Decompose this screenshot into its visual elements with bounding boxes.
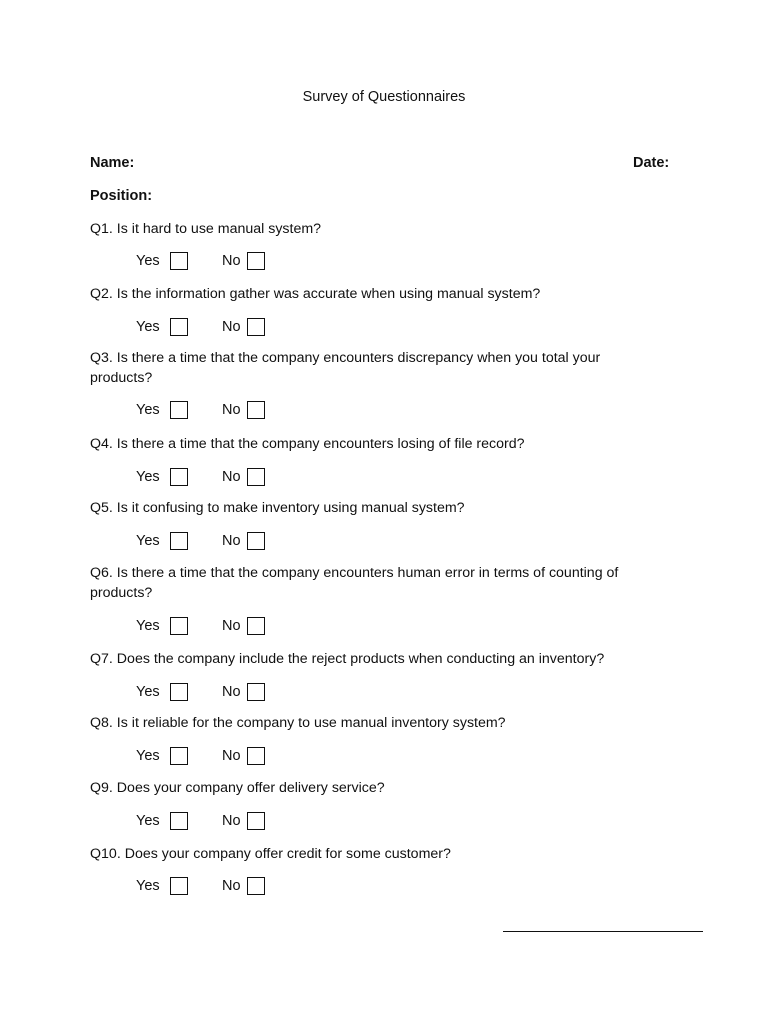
question-2: Q2. Is the information gather was accurate when using manual system? <box>90 286 541 302</box>
yes-checkbox[interactable] <box>170 877 188 895</box>
no-checkbox[interactable] <box>247 252 265 270</box>
no-checkbox[interactable] <box>247 812 265 830</box>
question-1: Q1. Is it hard to use manual system? <box>90 221 322 237</box>
answer-row-6 <box>136 615 265 637</box>
question-9: Q9. Does your company offer delivery service? <box>90 780 385 796</box>
no-checkbox[interactable] <box>247 318 265 336</box>
yes-checkbox[interactable] <box>170 252 188 270</box>
answer-row-8 <box>136 745 265 767</box>
yes-label: Yes <box>136 253 160 269</box>
no-label: No <box>222 533 241 549</box>
yes-label: Yes <box>136 402 160 418</box>
answer-row-3 <box>136 399 265 421</box>
no-label: No <box>222 813 241 829</box>
name-label: Name: <box>90 155 135 171</box>
no-checkbox[interactable] <box>247 532 265 550</box>
no-checkbox[interactable] <box>247 617 265 635</box>
no-checkbox[interactable] <box>247 747 265 765</box>
signature-line <box>503 931 703 932</box>
yes-label: Yes <box>136 469 160 485</box>
no-checkbox[interactable] <box>247 877 265 895</box>
question-7: Q7. Does the company include the reject products when conducting an inventory? <box>90 651 605 667</box>
yes-label: Yes <box>136 618 160 634</box>
yes-label: Yes <box>136 684 160 700</box>
no-label: No <box>222 402 241 418</box>
question-8: Q8. Is it reliable for the company to use manual inventory system? <box>90 715 506 731</box>
question-4: Q4. Is there a time that the company encounters losing of file record? <box>90 436 525 452</box>
yes-checkbox[interactable] <box>170 532 188 550</box>
answer-row-2 <box>136 316 265 338</box>
answer-row-5 <box>136 530 265 552</box>
yes-label: Yes <box>136 878 160 894</box>
yes-checkbox[interactable] <box>170 617 188 635</box>
question-10: Q10. Does your company offer credit for some customer? <box>90 846 451 862</box>
answer-row-1 <box>136 250 265 272</box>
no-label: No <box>222 684 241 700</box>
answer-row-9 <box>136 810 265 832</box>
no-checkbox[interactable] <box>247 401 265 419</box>
no-label: No <box>222 878 241 894</box>
no-checkbox[interactable] <box>247 468 265 486</box>
date-label: Date: <box>633 155 670 171</box>
yes-label: Yes <box>136 748 160 764</box>
yes-label: Yes <box>136 813 160 829</box>
answer-row-7 <box>136 681 265 703</box>
yes-label: Yes <box>136 533 160 549</box>
answer-row-4 <box>136 466 265 488</box>
yes-checkbox[interactable] <box>170 812 188 830</box>
yes-checkbox[interactable] <box>170 683 188 701</box>
no-checkbox[interactable] <box>247 683 265 701</box>
answer-row-10 <box>136 875 265 897</box>
position-label: Position: <box>90 188 153 204</box>
no-label: No <box>222 748 241 764</box>
no-label: No <box>222 253 241 269</box>
yes-checkbox[interactable] <box>170 318 188 336</box>
question-3: Q3. Is there a time that the company encounters discrepancy when you total your products? <box>90 350 601 386</box>
yes-label: Yes <box>136 319 160 335</box>
question-5: Q5. Is it confusing to make inventory using manual system? <box>90 500 465 516</box>
yes-checkbox[interactable] <box>170 468 188 486</box>
no-label: No <box>222 618 241 634</box>
yes-checkbox[interactable] <box>170 747 188 765</box>
question-6: Q6. Is there a time that the company encounters human error in terms of counting of products? <box>90 565 619 601</box>
no-label: No <box>222 319 241 335</box>
no-label: No <box>222 469 241 485</box>
page-title: Survey of Questionnaires <box>302 89 466 105</box>
yes-checkbox[interactable] <box>170 401 188 419</box>
